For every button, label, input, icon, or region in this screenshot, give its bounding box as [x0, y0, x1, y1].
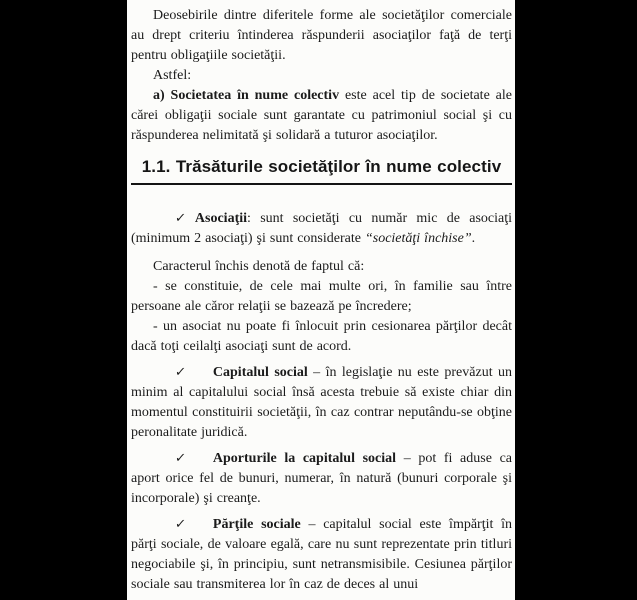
- text-run: Asociaţii: [194, 211, 248, 226]
- checkmark-icon: ✓: [174, 451, 187, 466]
- text-run: - un asociat nu poate fi înlocuit prin cesionarea părţilor decât dacă toţi ceilalţi asociaţi sunt de acord.: [131, 319, 512, 354]
- text-run: – în legislaţie nu este prevăzut un minim al capitalului social însă acesta trebuie să existe chiar din momentul constituirii societăţii, în caz contrar neputându-se obţine peronalitate juridică.: [131, 365, 512, 440]
- text-run: este acel tip de societate ale cărei obligaţii sociale sunt garantate cu patrimoniul social şi cu răspunderea nelimitată şi solidară a tuturor asociaţilor.: [131, 88, 512, 143]
- text-run: Capitalul social: [212, 365, 308, 380]
- astfel-line: [131, 66, 512, 86]
- text-run: Caracterul închis denotă de faptul că:: [153, 259, 365, 274]
- dash-item-constituie: [131, 277, 512, 317]
- bullet-aporturile: [131, 449, 512, 509]
- bullet-asociatii: [131, 209, 512, 249]
- section-heading-text: 1.1. Trăsăturile societăţilor în nume colectiv: [141, 157, 502, 176]
- text-run: “societăţi închise”: [364, 231, 472, 246]
- section-heading: [131, 156, 512, 185]
- text-run: - se constituie, de cele mai multe ori, în familie sau între persoane ale căror relaţii se bazează pe încredere;: [131, 279, 512, 314]
- intro-paragraph: [131, 6, 512, 66]
- societatea-definition-paragraph: [131, 86, 512, 146]
- caracterul-inchis-paragraph: [131, 257, 512, 277]
- dash-item-asociat: [131, 317, 512, 357]
- checkmark-icon: ✓: [174, 365, 187, 380]
- text-run: a) Societatea în nume colectiv: [153, 88, 340, 103]
- text-run: Părţile sociale: [212, 517, 301, 532]
- text-run: : sunt societăţi cu număr mic de asociaţi (minimum 2 asociaţi) şi sunt considerate: [131, 211, 512, 246]
- text-run: Astfel:: [153, 68, 192, 83]
- checkmark-icon: ✓: [174, 517, 187, 532]
- bullet-capitalul-social: [131, 363, 512, 443]
- page-text-column: [127, 0, 515, 595]
- text-run: .: [471, 231, 476, 246]
- document-page: [127, 0, 515, 600]
- text-run: Aporturile la capitalul social: [212, 451, 397, 466]
- text-run: – capitalul social este împărţit în părţi sociale, de valoare egală, care nu sunt reprezentate prin titluri negociabile şi, în principiu, sunt netransmisibile. Cesiunea părţilor sociale sau transmiterea lor în caz de deces al unui: [131, 517, 513, 592]
- checkmark-icon: ✓: [174, 211, 187, 226]
- text-run: – pot fi aduse ca aport orice fel de bunuri, numerar, în natură (bunuri corporale şi incorporale) şi creanţe.: [131, 451, 512, 506]
- text-run: Deosebirile dintre diferitele forme ale societăţilor comerciale au drept criteriu întinderea răspunderii asociaţilor faţă de terţi pentru obligaţiile societăţii.: [131, 8, 512, 63]
- bullet-partile-sociale: [131, 515, 512, 595]
